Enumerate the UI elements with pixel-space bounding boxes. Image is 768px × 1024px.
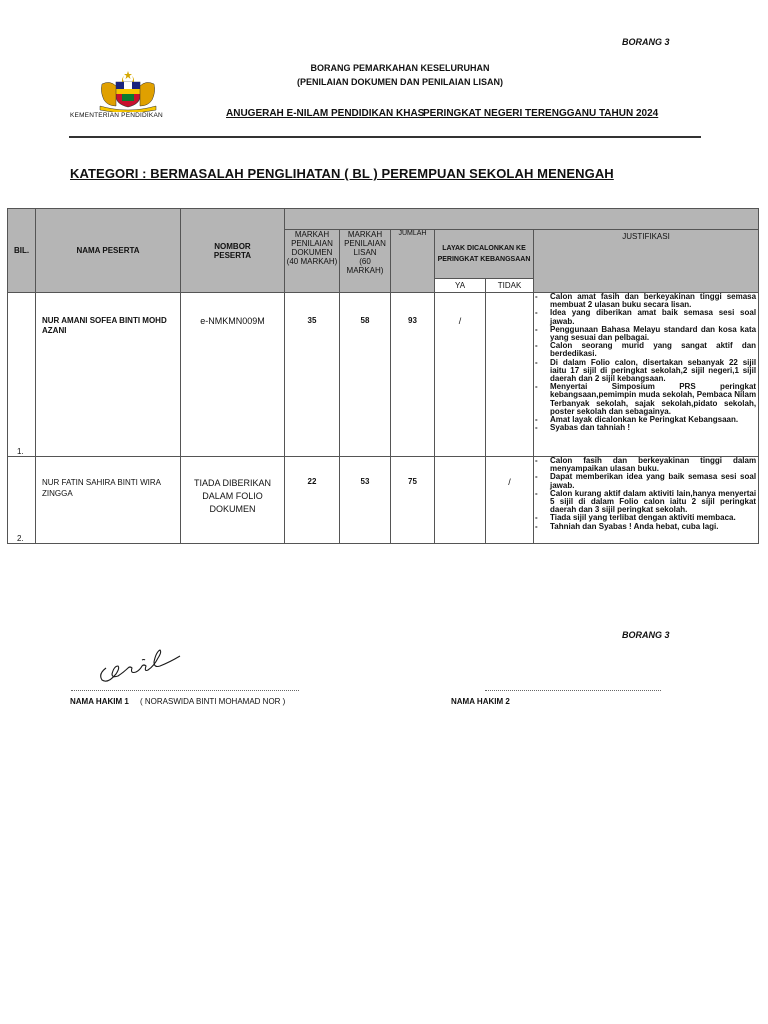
header-divider <box>69 136 701 138</box>
ministry-label: KEMENTERIAN PENDIDIKAN <box>70 112 163 119</box>
header-bil: BIL. <box>8 209 36 293</box>
header-lisan <box>340 230 391 293</box>
form-code: BORANG 3 <box>622 37 670 47</box>
header-lisan-line4: (60 MARKAH) <box>346 257 384 275</box>
row-lisan: 58 <box>340 293 391 457</box>
score-table <box>7 208 759 544</box>
header-nama: NAMA PESERTA <box>36 209 181 293</box>
hakim2-signature-line <box>485 690 661 691</box>
row-jumlah: 93 <box>391 293 435 457</box>
form-title: BORANG PEMARKAHAN KESELURUHAN <box>310 63 490 73</box>
header-layak <box>435 230 534 279</box>
header-top-band <box>285 209 759 230</box>
header-dokumen-line4: (40 MARKAH) <box>286 257 338 266</box>
justifikasi-item: - Idea yang diberikan amat baik semasa sesi soal jawab. <box>534 309 756 325</box>
justifikasi-item: - Tiada sijil yang terlibat dengan aktiviti membaca. <box>534 514 756 522</box>
row-bil: 1. <box>8 293 36 457</box>
header-nombor-line2: PESERTA <box>213 250 252 260</box>
row-ya: / <box>435 293 486 457</box>
justifikasi-item: - Tahniah dan Syabas ! Anda hebat, cuba lagi. <box>534 523 756 531</box>
justifikasi-item: - Dapat memberikan idea yang baik semasa sesi soal jawab. <box>534 473 756 489</box>
hakim1-signature-line <box>71 690 299 691</box>
hakim1-name: ( NORASWIDA BINTI MOHAMAD NOR ) <box>140 697 286 706</box>
justifikasi-item: - Di dalam Folio calon, disertakan sebanyak 22 sijil iaitu 17 sijil di peringkat sekolah,2 sijil negeri,1 sijil daerah dan 2 sijil kebangsaan. <box>534 359 756 384</box>
row-dokumen: 22 <box>285 457 340 544</box>
table-row <box>8 293 759 457</box>
header-layak-line1: LAYAK DICALONKAN KE <box>442 245 526 252</box>
header-justifikasi: JUSTIFIKASI <box>534 230 759 293</box>
signature-image <box>92 646 182 686</box>
justifikasi-item: - Calon amat fasih dan berkeyakinan tinggi semasa membuat 2 ulasan buku secara lisan. <box>534 293 756 309</box>
justifikasi-item: - Calon fasih dan berkeyakinan tinggi dalam menyampaikan ulasan buku. <box>534 457 756 473</box>
kategori-title: KATEGORI : BERMASALAH PENGLIHATAN ( BL ) PEREMPUAN SEKOLAH MENENGAH <box>70 166 614 181</box>
justifikasi-item: - Calon kurang aktif dalam aktiviti lain,hanya menyertai 5 sijil di dalam Folio calon iaitu 2 sijil peringkat daerah dan 3 sijil peringkat sekolah. <box>534 490 756 515</box>
header-nombor-line1: NOMBOR <box>214 241 251 251</box>
header-tidak: TIDAK <box>486 279 534 293</box>
justifikasi-item: - Amat layak dicalonkan ke Peringkat Kebangsaan. <box>534 416 756 424</box>
row-justifikasi <box>534 457 759 544</box>
award-title-part1: ANUGERAH E-NILAM PENDIDIKAN KHAS <box>226 108 425 119</box>
header-lisan-line3: LISAN <box>353 248 377 257</box>
award-title-part2: PERINGKAT NEGERI TERENGGANU TAHUN 2024 <box>423 108 659 119</box>
row-nombor: e-NMKMN009M <box>181 293 285 457</box>
ministry-crest-logo <box>96 70 160 112</box>
header-jumlah: JUMLAH <box>391 230 435 293</box>
row-nombor: TIADA DIBERIKAN DALAM FOLIO DOKUMEN <box>181 457 285 544</box>
header-ya: YA <box>435 279 486 293</box>
header-layak-line2: PERINGKAT KEBANGSAAN <box>437 256 531 263</box>
header-dokumen <box>285 230 340 293</box>
header-dokumen-line2: PENILAIAN <box>291 239 333 248</box>
footer-form-code: BORANG 3 <box>622 630 670 640</box>
row-tidak <box>486 293 534 457</box>
row-tidak: / <box>486 457 534 544</box>
hakim2-label: NAMA HAKIM 2 <box>451 697 510 706</box>
header-dokumen-line3: DOKUMEN <box>291 248 333 257</box>
justifikasi-item: - Calon seorang murid yang sangat aktif dan berdedikasi. <box>534 342 756 358</box>
row-justifikasi <box>534 293 759 457</box>
row-lisan: 53 <box>340 457 391 544</box>
justifikasi-item: - Syabas dan tahniah ! <box>534 424 756 432</box>
hakim1-label: NAMA HAKIM 1 <box>70 697 129 706</box>
row-nama: NUR FATIN SAHIRA BINTI WIRA ZINGGA <box>36 457 181 544</box>
header-dokumen-line1: MARKAH <box>294 230 330 239</box>
justifikasi-item: - Menyertai Simposium PRS peringkat kebangsaan,pemimpin muda sekolah, Pembaca Nilam Terbanyak sekolah, sajak sekolah,pidato sekolah, poster sekolah dan sebagainya. <box>534 383 756 416</box>
row-ya <box>435 457 486 544</box>
form-subtitle: (PENILAIAN DOKUMEN DAN PENILAIAN LISAN) <box>297 77 503 87</box>
header-lisan-line2: PENILAIAN <box>344 239 386 248</box>
header-nombor <box>181 209 285 293</box>
justifikasi-item: - Penggunaan Bahasa Melayu standard dan kosa kata yang sesuai dan pelbagai. <box>534 326 756 342</box>
row-nama: NUR AMANI SOFEA BINTI MOHD AZANI <box>36 293 181 457</box>
row-jumlah: 75 <box>391 457 435 544</box>
row-bil: 2. <box>8 457 36 544</box>
table-row <box>8 457 759 544</box>
row-dokumen: 35 <box>285 293 340 457</box>
header-lisan-line1: MARKAH <box>347 230 383 239</box>
